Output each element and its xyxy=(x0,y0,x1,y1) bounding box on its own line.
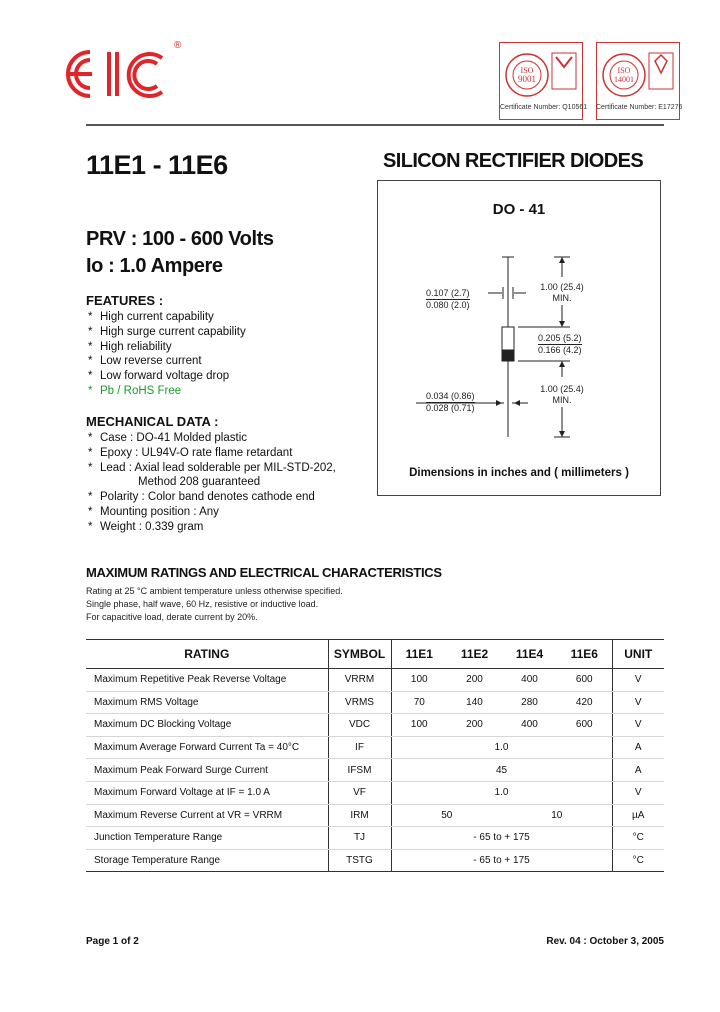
page-title: SILICON RECTIFIER DIODES xyxy=(383,150,644,172)
iso-9001-caption: Certificate Number: Q10561 xyxy=(500,104,588,111)
part-range: 11E1 - 11E6 xyxy=(86,150,228,180)
prv-spec: PRV : 100 - 600 Volts xyxy=(86,228,274,250)
registered-mark: ® xyxy=(174,40,182,51)
list-item: Method 208 guaranteed xyxy=(138,476,261,489)
package-diagram xyxy=(377,180,661,496)
list-item: * Weight : 0.339 gram xyxy=(86,520,336,535)
table-row: Maximum Forward Voltage at IF = 1.0 A VF 1.0 V xyxy=(86,781,664,804)
rohs-item: * Pb / RoHS Free xyxy=(86,384,246,399)
list-item: * Polarity : Color band denotes cathode end xyxy=(86,490,336,505)
svg-text:9001: 9001 xyxy=(518,74,536,84)
list-item: * High reliability xyxy=(86,340,246,355)
revision-date: Rev. 04 : October 3, 2005 xyxy=(546,936,664,947)
table-row: Maximum Peak Forward Surge Current IFSM 45 A xyxy=(86,759,664,782)
list-item: * Epoxy : UL94V-O rate flame retardant xyxy=(86,446,336,461)
list-item: * Lead : Axial lead solderable per MIL-STD-202, xyxy=(86,461,336,476)
table-row: Maximum Reverse Current at VR = VRRM IRM 50 10 µA xyxy=(86,804,664,827)
table-header: RATING SYMBOL 11E1 11E2 11E4 11E6 UNIT xyxy=(86,640,664,669)
ratings-title: MAXIMUM RATINGS AND ELECTRICAL CHARACTERISTICS xyxy=(86,565,442,580)
list-item: * Low forward voltage drop xyxy=(86,369,246,384)
svg-text:ISO: ISO xyxy=(520,66,534,75)
io-spec: Io : 1.0 Ampere xyxy=(86,255,223,277)
list-item: * Mounting position : Any xyxy=(86,505,336,520)
list-item: * High current capability xyxy=(86,310,246,325)
eic-logo xyxy=(58,38,188,108)
list-item: * Case : DO-41 Molded plastic xyxy=(86,431,336,446)
page-number: Page 1 of 2 xyxy=(86,936,139,947)
svg-text:ISO: ISO xyxy=(617,66,631,75)
table-row: Maximum Repetitive Peak Reverse Voltage VRRM 100 200 400 600 V xyxy=(86,669,664,692)
lead-diameter: 0.107 (2.7) 0.080 (2.0) xyxy=(426,288,470,310)
body-length: 0.205 (5.2) 0.166 (4.2) xyxy=(538,333,582,355)
svg-text:14001: 14001 xyxy=(614,75,634,84)
list-item: * High surge current capability xyxy=(86,325,246,340)
table-row: Maximum Average Forward Current Ta = 40°C IF 1.0 A xyxy=(86,736,664,759)
header-rule xyxy=(86,124,664,126)
iso-9001-seal-icon xyxy=(500,43,582,105)
iso-14001-seal-icon xyxy=(597,43,679,105)
key-specs xyxy=(86,226,274,280)
dimensions-caption: Dimensions in inches and ( millimeters ) xyxy=(409,467,629,479)
lead-bottom-length: 1.00 (25.4) MIN. xyxy=(540,384,584,405)
mechanical-list xyxy=(86,431,336,535)
table-row: Maximum RMS Voltage VRMS 70 140 280 420 V xyxy=(86,691,664,714)
wire-diameter: 0.034 (0.86) 0.028 (0.71) xyxy=(426,391,475,413)
ratings-notes: Rating at 25 °C ambient temperature unless otherwise specified. Single phase, half wave, 60 Hz, resistive or inductive load. For capacitive load, derate current by 20%. xyxy=(86,586,343,622)
table-row: Maximum DC Blocking Voltage VDC 100 200 400 600 V xyxy=(86,714,664,737)
iso-14001-caption: Certificate Number: E17276 xyxy=(596,104,683,111)
ratings-table xyxy=(86,639,664,872)
features-title: FEATURES : xyxy=(86,293,164,308)
table-row: Storage Temperature Range TSTG - 65 to + 175 °C xyxy=(86,849,664,872)
mechanical-title: MECHANICAL DATA : xyxy=(86,414,219,429)
package-name: DO - 41 xyxy=(492,201,546,218)
features-list xyxy=(86,310,246,399)
table-row: Junction Temperature Range TJ - 65 to + 175 °C xyxy=(86,827,664,850)
do41-outline-drawing xyxy=(378,181,660,495)
list-item: * Low reverse current xyxy=(86,354,246,369)
lead-top-length: 1.00 (25.4) MIN. xyxy=(540,282,584,303)
